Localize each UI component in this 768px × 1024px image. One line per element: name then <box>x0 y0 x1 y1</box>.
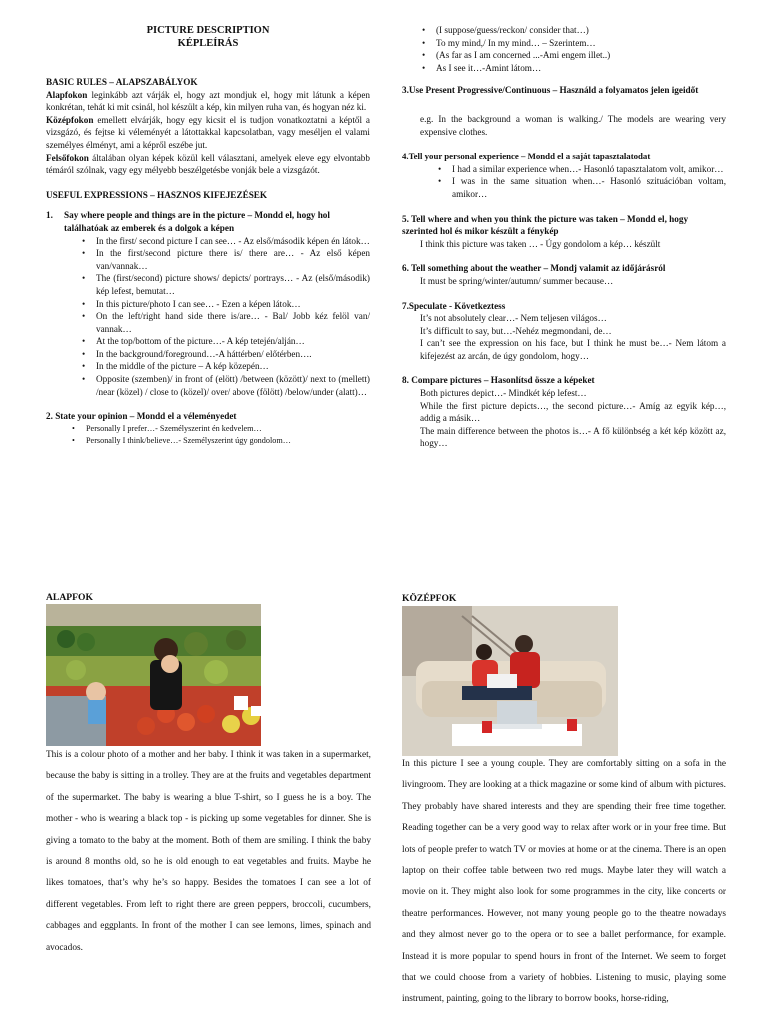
section-6-text: It must be spring/winter/autumn/ summer because… <box>420 275 614 286</box>
section-8-line: While the first picture depicts…, the second picture…- Amíg az egyik kép…, addig a másik… <box>420 400 726 424</box>
list-item: • I had a similar experience when…- Hasonló tapasztalatom volt, amikor… <box>434 163 726 176</box>
rule-term: Felsőfokon <box>46 152 89 163</box>
kozepfok-text <box>402 754 726 1011</box>
rule-term: Középfokon <box>46 114 94 125</box>
rule-paragraph <box>46 114 370 152</box>
list-item: • On the left/right hand side there is/are… - Bal/ Jobb kéz felöl van/ vannak… <box>78 310 370 335</box>
section-8-heading: 8. Compare pictures – Hasonlítsd össze a képeket <box>402 375 595 386</box>
section-1-heading <box>46 209 370 234</box>
list-item: • Personally I think/believe…- Személyszerint úgy gondolom… <box>68 435 370 447</box>
list-item: • At the top/bottom of the picture…- A kép tetején/alján… <box>78 335 370 348</box>
rule-text: emellett elvárják, hogy egy kicsit el is tudjon vonatkoztatni a képtől a vizsgázó, és fejtse ki véleményét a látottakkal kapcsolatban, vagy meséljen el valami személyes élményt, ami a képről eszébe jut. <box>46 114 370 150</box>
section-3-text: e.g. In the background a woman is walking./ The models are wearing very expensive clothes. <box>420 113 726 137</box>
rule-term: Alapfokon <box>46 89 88 100</box>
section-number: 1. <box>46 210 53 221</box>
section-7-line: It’s difficult to say, but…-Nehéz megmondani, de… <box>420 325 612 336</box>
list-item: • In the first/second picture there is/ there are… - Az első képen van/vannak… <box>78 247 370 272</box>
alapfok-label: ALAPFOK <box>46 592 93 603</box>
section-2-heading: 2. State your opinion – Mondd el a véleményedet <box>46 411 237 422</box>
list-item: • Opposite (szemben)/ in front of (elött) /between (között)/ next to (mellett) /near (közel) / close to (közel)/ over/ above (fölött) /below/under (alatt)… <box>78 373 370 398</box>
section-6-heading: 6. Tell something about the weather – Mondj valamit az időjárásról <box>402 263 666 274</box>
kozepfok-paragraph: In this picture I see a young couple. They are comfortably sitting on a sofa in the livingroom. They are looking at a thick magazine or some kind of album with pictures. They probably have shared interests and they are spending their free time together. Reading together can be a very good way to relax after work or in your free time. But lots of people prefer to watch TV or movies at home or at the cinema. There is an open laptop on their coffee table between two red mugs. Maybe later they will watch a movie on it. They might also look for some programmes in the city, like concerts or theatre performances. However, not many young people go to the theatre nowadays and they almost never go to the opera or to see a ballet performance, for example. Instead it is more popular to spend hours in front of the Internet. We seem to forget that we could choose from a variety of hobbies. Listening to music, playing some instrument, painting, going to the library to borrow books, horse-riding, <box>402 759 726 1005</box>
section-8-line: Both pictures depict…- Mindkét kép lefest… <box>420 388 587 399</box>
couple-image <box>402 606 618 756</box>
alapfok-text: This is a colour photo of a mother and her baby. I think it was taken in a supermarket, because the baby is sitting in a trolley. They are at the fruits and vegetables department of the supermarket. The baby is wearing a blue T-shirt, so I guess he is a boy. The mother - who is wearing a black top - is picking up some vegetables for dinner. She is giving a tomato to the baby at the moment. Both of them are smiling. I think the baby is around 8 months old, so he is old enough to eat vegetables and fruits. Maybe he likes tomatoes, that’s why he’s so happy. Besides the tomatoes I can see a lot of different vegetables. From left to right there are green peppers, broccoli, cucumbers, cabbages and eggplants. In front of the mother I can see lemons, limes, spinach and avocados. <box>46 750 371 953</box>
section-7-line: I can’t see the expression on his face, but I think he must be…- Nem látom a kifejezést az arcán, de úgy gondolom, hogy… <box>420 338 726 361</box>
list-item: • To my mind,/ In my mind… – Szerintem… <box>418 37 726 50</box>
list-item: • (I suppose/guess/reckon/ consider that…) <box>418 24 726 37</box>
section-4-heading: 4.Tell your personal experience – Mondd el a saját tapasztalatodat <box>402 151 651 162</box>
section-4-list <box>434 163 726 201</box>
section-title: Say where people and things are in the picture – Mondd el, hogy hol találhatóak az emberek és a dolgok a képen <box>64 210 330 233</box>
list-item: • In the background/foreground…-A háttérben/ előtérben…. <box>78 348 370 361</box>
rule-paragraph <box>46 152 370 177</box>
supermarket-photo <box>46 604 261 746</box>
doc-title: PICTURE DESCRIPTION <box>146 25 270 36</box>
left-column <box>46 24 370 447</box>
list-item: • I was in the same situation when…- Hasonló szituációban voltam, amikor… <box>434 175 726 200</box>
list-item: • In the middle of the picture – A kép közepén… <box>78 360 370 373</box>
list-item: • (As far as I am concerned ...-Ami engem illet..) <box>418 49 726 62</box>
section-3-heading: 3.Use Present Progressive/Continuous – Használd a folyamatos jelen igeidőt <box>402 85 699 96</box>
couple-photo <box>402 606 618 756</box>
list-item: • In this picture/photo I can see… - Ezen a képen látok… <box>78 298 370 311</box>
rule-text: leginkább azt várják el, hogy azt mondjuk el, hogy mit látunk a képen konkrétan, tehát ki mit csinál, hol készült a kép, kin milyen ruha van, és hogyan néz ki. <box>46 89 370 113</box>
list-item: • The (first/second) picture shows/ depicts/ portrays… - Az (első/második) kép lefest, bemutat… <box>78 272 370 297</box>
section-8-line: The main difference between the photos is…- A fő különbség a két kép között az, hogy… <box>420 425 726 449</box>
right-column <box>402 24 726 450</box>
supermarket-image <box>46 604 261 746</box>
list-item: • As I see it…-Amint látom… <box>418 62 726 75</box>
section-7-line: It’s not absolutely clear…- Nem teljesen világos… <box>420 313 607 324</box>
basic-rules-heading: BASIC RULES – ALAPSZABÁLYOK <box>46 77 198 87</box>
rule-text: általában olyan képek közül kell választani, amelyek eleve egy elvontabb témáról szólnak, vagy egy mélyebb beszélgetésbe vonják bele a vizsgázót. <box>46 152 370 176</box>
opinion-list <box>418 24 726 74</box>
rule-paragraph <box>46 89 370 114</box>
useful-heading: USEFUL EXPRESSIONS – HASZNOS KIFEJEZÉSEK <box>46 189 268 200</box>
section-7-heading: 7.Speculate - Következtess <box>402 300 506 311</box>
kozepfok-label: KÖZÉPFOK <box>402 593 457 604</box>
section-5-text: I think this picture was taken … - Úgy gondolom a kép… készült <box>420 238 661 249</box>
section-2-list <box>68 423 370 447</box>
list-item: • Personally I prefer…- Személyszerint én kedvelem… <box>68 423 370 435</box>
list-item: • In the first/ second picture I can see… - Az első/második képen én látok… <box>78 235 370 248</box>
doc-subtitle: KÉPLEÍRÁS <box>177 38 239 49</box>
section-5-heading: 5. Tell where and when you think the picture was taken – Mondd el, hogy szerinted hol és mikor készült a fénykép <box>402 213 689 237</box>
rules-block <box>46 89 370 177</box>
section-1-list <box>78 235 370 399</box>
